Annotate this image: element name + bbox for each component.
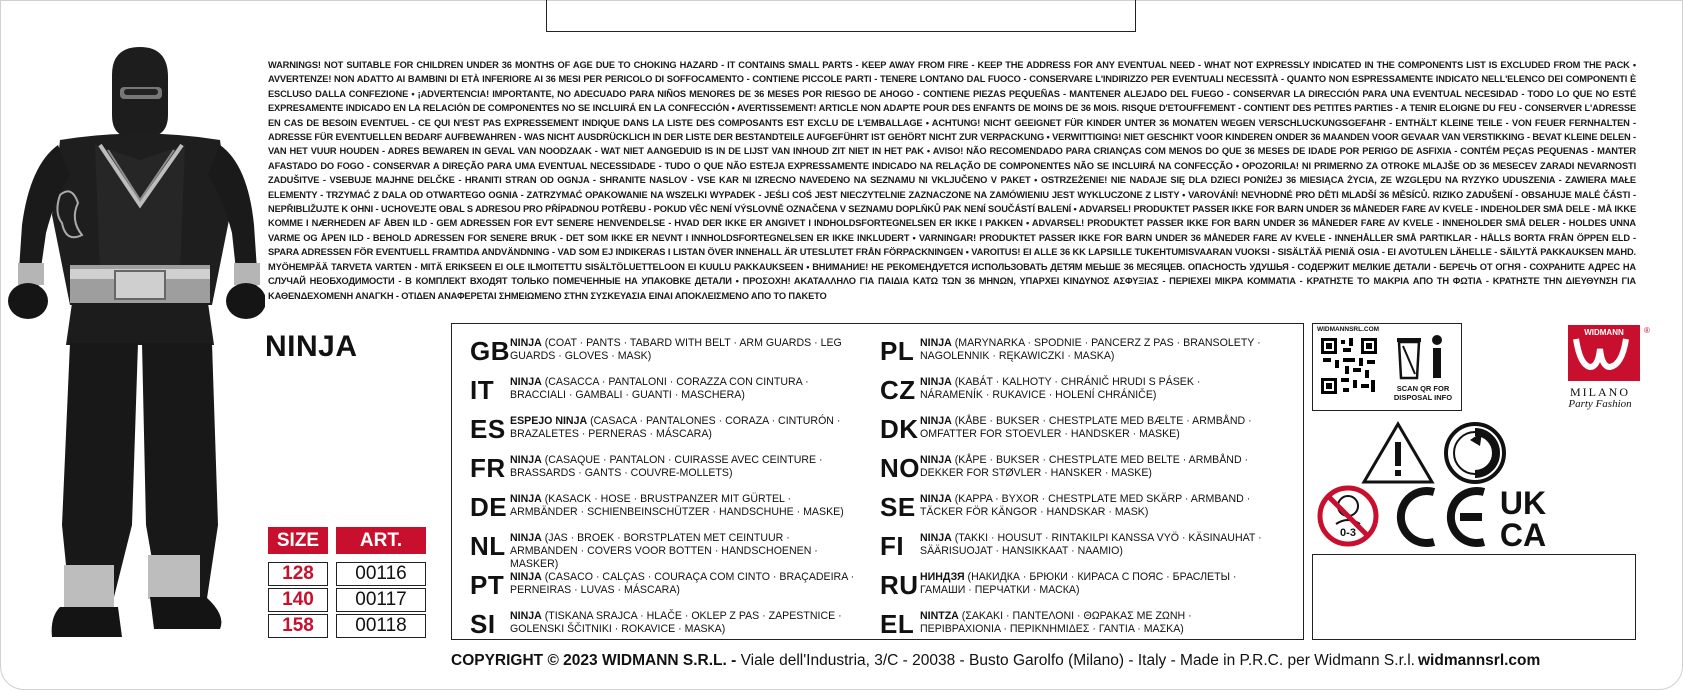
language-code: NL (470, 531, 506, 561)
copyright-line: COPYRIGHT © 2023 WIDMANN S.R.L. - Viale dell'Industria, 3/C - 20038 - Busto Garolfo (Milano) - Italy - Made in P.R.C. per Widmann S.r.l. (451, 652, 1415, 669)
blank-label-box (1312, 554, 1636, 640)
component-text: НИНДЗЯ (НАКИДКА · БРЮКИ · КИРАСА С ПОЯС · БРАСЛЕТЫ · ГАМАШИ · ПЕРЧАТКИ · МАСКА) (920, 571, 1237, 596)
language-code: EL (880, 609, 915, 639)
logo-brand-text: WIDMANN (1584, 328, 1624, 337)
component-text: NINJA (COAT · PANTS · TABARD WITH BELT · ARM GUARDS · LEG GUARDS · GLOVES · MASK) (510, 337, 842, 362)
size-header: SIZE (268, 527, 328, 554)
recycle-bin-info-icon (1391, 328, 1457, 384)
language-code: CZ (880, 375, 916, 405)
component-text: NINJA (CASACO · CALÇAS · COURAÇA COM CINTO · BRAÇADEIRA · PERNEIRAS · LUVAS · MÁSCARA) (510, 571, 855, 596)
language-code: FR (470, 453, 506, 483)
language-code: PT (470, 570, 505, 600)
language-code: FI (880, 531, 905, 561)
component-text: NINJA (TAKKI · HOUSUT · RINTAKILPI KANSSA VYÖ · KÄSINAUHAT · SÄÄRISUOJAT · HANSIKKAAT · NAAMIO) (920, 532, 1262, 557)
language-code: IT (470, 375, 495, 405)
art-cell: 00118 (336, 614, 426, 638)
language-code: DK (880, 414, 919, 444)
top-cutout-tab (546, 0, 1136, 32)
size-cell: 128 (268, 562, 328, 586)
website-link[interactable]: widmannsrl.com (1418, 652, 1541, 669)
qr-disposal-block (1312, 323, 1462, 411)
component-text: NINJA (CASACCA · PANTALONI · CORAZZA CON CINTURA · BRACCIALI · GAMBALI · GUANTI · MASCHERA) (510, 376, 809, 401)
size-cell: 158 (268, 614, 328, 638)
language-code: SI (470, 609, 496, 639)
logo-tagline: Party Fashion (1568, 398, 1632, 410)
art-cell: 00116 (336, 562, 426, 586)
component-text: ESPEJO NINJA (CASACA · PANTALONES · CORAZA · CINTURÓN · BRAZALETES · PERNERAS · MÁSCARA) (510, 415, 841, 440)
ukca-line1: UK (1499, 485, 1547, 521)
language-code: ES (470, 414, 506, 444)
component-text: NINJA (KASACK · HOSE · BRUSTPANZER MIT GÜRTEL · ARMBÄNDER · SCHIENBEINSCHÜTZER · HANDSCHUHE · MASKE) (510, 493, 844, 518)
component-text: NINTZA (ΣΑΚΑΚΙ · ΠΑΝΤΕΛΟΝΙ · ΘΩΡΑΚΑΣ ΜΕ ΖΩΝΗ · ΠΕΡΙΒΡΑΧΙΟΝΙΑ · ΠΕΡΙΚΝΗΜΙΔΕΣ · ΓΑΝΤΙΑ · ΜΑΣΚΑ) (920, 610, 1192, 635)
recycling-symbol-icon (1442, 420, 1508, 486)
qr-scan-label: SCAN QR FOR DISPOSAL INFO (1393, 384, 1453, 402)
component-text: NINJA (KÅPE · BUKSER · CHESTPLATE MED BELTE · ARMBÅND · DEKKER FOR STØVLER · HANSKER · MASKE) (920, 454, 1249, 479)
language-code: DE (470, 492, 508, 522)
age-0-3-warning-icon (1316, 484, 1380, 548)
component-text: NINJA (JAS · BROEK · BORSTPLATEN MET CEINTUUR · ARMBANDEN · COVERS VOOR BOTTEN · HANDSCHOENEN · MASKER) (510, 532, 818, 570)
age-label: 0-3 (1340, 527, 1356, 539)
qr-code-icon[interactable] (1319, 336, 1379, 396)
language-code: SE (880, 492, 916, 522)
component-text: NINJA (TISKANA SRAJCA · HLAČE · OKLEP Z PAS · ZAPESTNICE · GOLENSKI ŠČITNIKI · ROKAVICE · MASKA) (510, 610, 842, 635)
ce-mark-icon (1390, 484, 1490, 550)
language-code: NO (880, 453, 920, 483)
warning-triangle-icon (1360, 420, 1436, 486)
safety-warnings-text: WARNINGS! NOT SUITABLE FOR CHILDREN UNDER 36 MONTHS OF AGE DUE TO CHOKING HAZARD - IT CONTAINS SMALL PARTS - KEEP AWAY FROM FIRE - KEEP THE ADDRESS FOR ANY EVENTUAL NEED - WHAT NOT EXPRESSLY INDICATED IN THE COMPONENTS LIST IS EXCLUDED FROM THE PACK • AVVERTENZE! NON ADATTO AI BAMBINI DI ETÀ INFERIORE AI 36 MESI PER PERICOLO DI SOFFOCAMENTO - CONTIENE PICCOLE PARTI - TENERE LONTANO DAL FUOCO - CONSERVARE L'INDIRIZZO PER EVENTUALI NECESSITÀ - QUANTO NON ESPRESSAMENTE INDICATO NELL'ELENCO DEI COMPONENTI È ESCLUSO DALLA CONFEZIONE • ¡ADVERTENCIA! IMPORTANTE, NO ADECUADO PARA NIÑOS MENORES DE 36 MESES POR RIESGO DE AHOGO - CONTIENE PIEZAS PEQUEÑAS - MANTENER ALEJADO DEL FUEGO - CONSERVAR LA DIRECCIÓN PARA UNA EVENTUAL NECESIDAD - TODO LO QUE NO ESTÉ EXPRESAMENTE INDICADO EN LA RELACIÓN DE COMPONENTES NO SE INCLUIRÁ EN LA CONFECCIÓN • AVERTISSEMENT! ARTICLE NON ADAPTE POUR DES ENFANTS DE MOINS DE 36 MOIS. RISQUE D'ETOUFFEMENT - CONTIENT DES PETITES PARTIES - A TENIR ELOIGNE DU FEU - CONSERVER L'ADRESSE EN CAS DE BESOIN EVENTUEL - CE QUI N'EST PAS EXPRESSEMENT INDIQUE DANS LA LISTE DES COMPOSANTS EST EXCLU DE L'EMBALLAGE • ACHTUNG! NICHT GEEIGNET FÜR KINDER UNTER 36 MONATEN WEGEN VERSCHLUCKUNGSGEFAHR - ENTHÄLT KLEINE TEILE - VON FEUER FERNHALTEN - ADRESSE FÜR EVENTUELLEN BEDARF AUFBEWAHREN - WAS NICHT AUSDRÜCKLICH IN DER LISTE DER BESTANDTEILE AUFGEFÜHRT IST GEHÖRT NICHT ZUR VERPACKUNG • VERWITTIGING! NIET GESCHIKT VOOR KINDEREN ONDER 36 MAANDEN VOOR GEVAAR VAN VERSTIKKING - BEVAT KLEINE DELEN - VAN HET VUUR HOUDEN - ADRES BEWAREN IN GEVAL VAN NOODZAAK - WAT NIET AANGEDUID IS IN DE LIJST VAN INHOUD ZIT NIET IN HET PAK • AVISO! NÃO RECOMENDADO PARA CRIANÇAS COM MENOS DO QUE 36 MESES DE IDADE POR PERIGO DE ASFIXIA - CONTÉM PEÇAS PEQUENAS - MANTER AFASTADO DO FOGO - CONSERVAR A DIREÇÃO PARA UMA EVENTUAL NECESSIDADE - TUDO O QUE NÃO ESTEJA EXPRESSAMENTE INDICADO NA RELAÇÃO DE COMPONENTES NÃO SE INCLUIRÁ NA CONFECÇÃO • OPOZORILA! NI PRIMERNO ZA OTROKE MLAJŠE OD 36 MESECEV ZARADI NEVARNOSTI ZADUŠITVE - VSEBUJE MAJHNE DELČKE - HRANITI STRAN OD OGNJA - SHRANITE NASLOV - VSE KAR NI IZRECNO NAVEDENO NA SEZNAMU NI VKLJUČENO V PAKET • OSTRZEŻENIE! NIE NADAJE SIĘ DLA DZIECI PONIŻEJ 36 MIESIĄCA ŻYCIA, ZE WZGLĘDU NA RYZYKO UDUSZENIA - ZAWIERA MAŁE ELEMENTY - TRZYMAĆ Z DALA OD OTWARTEGO OGNIA - ZATRZYMAĆ OPAKOWANIE NA WSZELKI WYPADEK - JEŚLI COŚ JEST NIECZYTELNIE ZAZNACZONE NA ZAMÓWIENIU JEST WYKLUCZONE Z LISTY • VAROVÁNÍ! NEVHODNÉ PRO DĚTI MLADŠÍ 36 MĚSÍCŮ. RIZIKO ZADUŠENÍ - OBSAHUJE MALÉ ČÁSTI - NEPŘIBLIŽUJTE K OHNI - UCHOVEJTE OBAL S ADRESOU PRO PŘÍPADNOU POTŘEBU - POKUD VĚC NENÍ VÝSLOVNĚ OZNAČENA V SEZNAMU DOPLŇKŮ PAK NENÍ SOUČÁSTÍ BALENÍ • ADVARSEL! PRODUKTET PASSER IKKE FOR BARN UNDER 36 MÅNEDER FARE AV KVELE - INDEHOLDER SMÅ DELE - MÅ IKKE KOMME I NÆRHEDEN AF ÅBEN ILD - GEM ADRESSEN FOR EVT SENERE HENVENDELSE - HVAD DER IKKE ER ANGIVET I INDHOLDSFORTEGNELSEN ER IKKE I PAKKEN • ADVARSEL! PRODUKTET PASSER IKKE FOR BARN UNDER 36 MÅNEDER FARE AV KVELE - INNEHOLDER SMÅ DELER - HOLDES UNNA VARME OG ÅPEN ILD - BEHOLD ADRESSEN FOR SENERE BRUK - DET SOM IKKE ER NEVNT I INNHOLDSFORTEGNELSEN ER IKKE INKLUDERT • VARNINGAR! PRODUKTET PASSER IKKE FOR BARN UNDER 36 MÅNEDER FARE AV KVELE - INNEHÅLLER SMÅ PARTIKLAR - HÅLLS BORTA FRÅN ÖPPEN ELD - SPARA ADRESSEN FÖR EVENTUELL FRAMTIDA ANDVÄNDNING - VAD SOM EJ INDIKERAS I LISTAN ÖVER INNEHALL ÄR UTESLUTET FRÅN FÖRPACKNINGEN • VAROITUS! EI ALLE 36 KK LAPSILLE TUKEHTUMISVAARAN VUOKSI - SISÄLTÄÄ PIENIÄ OSIA - EI AVOTULEN LÄHELLE - SÄILYTÄ PAKKAUKSEN MAHD. MYÖHEMPÄÄ TARVETA VARTEN - MITÄ ERIKSEEN EI OLE ILMOITETTU SISÄLTÖLUETTELOON EI KUULU PAKKAUKSEEN • ВНИМАНИЕ! НЕ РЕКОМЕНДУЕТСЯ ИСПОЛЬЗОВАТЬ ДЕТЯМ МЕЬШЕ 36 МЕСЯЦЕВ. ОПАСНОСТЬ УДУШЬЯ - СОДЕРЖИТ МЕЛКИЕ ДЕТАЛИ - БЕРЕЧЬ ОТ ОГНЯ - СОХРАНИТЕ АДРЕС НА СЛУЧАЙ НЕОБХОДИМОСТИ - В КОМПЛЕКТ ВХОДЯТ ТОЛЬКО ПОМЕЧЕННЫЕ НА УПАКОВКЕ ДЕТАЛИ • ΠΡΟΣΟΧΗ! ΑΚΑΤΑΛΛΗΛΟ ΓΙΑ ΠΑΙΔΙΑ ΚΑΤΩ ΤΩΝ 36 ΜΗΝΩΝ, ΥΠΑΡΧΕΙ ΚΙΝΔΥΝΟΣ ΑΣΦΥΞΙΑΣ - ΠΕΡΙΕΧΕΙ ΜΙΚΡΑ ΚΟΜΜΑΤΙΑ - ΚΡΑΤΗΣΤΕ ΤΟ ΜΑΚΡΙΑ ΑΠΟ ΤΗ ΦΩΤΙΑ - ΚΡΑΤΗΣΤΕ ΤΗΝ ΔΙΕΥΘΥΝΣΗ ΓΙΑ ΚΑΘΕΝΔΕΧΟΜΕΝΗ ΑΝΑΓΚΗ - ΟΤΙΔΕΝ ΑΝΑΦΕΡΕΤΑΙ ΣΗΜΕΙΩΜΕΝΟ ΣΤΗΝ ΣΥΣΚΕΥΑΣΙΑ ΕΙΝΑΙ ΑΠΟΚΛΕΙΣΜΕΝΟ ΑΠΟ ΤΟ ΠΑΚΕΤΟ (268, 60, 1636, 301)
component-text: NINJA (MARYNARKA · SPODNIE · PANCERZ Z PAS · BRANSOLETY · NAGOLENNIK · RĘKAWICZKI · MASKA) (920, 337, 1261, 362)
logo-registered-mark: ® (1644, 326, 1650, 335)
component-text: NINJA (KABÁT · KALHOTY · CHRÁNIČ HRUDI S PÁSEK · NÁRAMENÍK · RUKAVICE · HOLENÍ CHRÁNIČE) (920, 376, 1201, 401)
ukca-mark-icon (1490, 484, 1556, 550)
art-cell: 00117 (336, 588, 426, 612)
component-text: NINJA (CASAQUE · PANTALON · CUIRASSE AVEC CEINTURE · BRASSARDS · GANTS · COUVRE-MOLLETS) (510, 454, 823, 479)
product-title: NINJA (265, 330, 358, 363)
qr-site-label: WIDMANNSRL.COM (1316, 326, 1380, 333)
size-cell: 140 (268, 588, 328, 612)
language-code: GB (470, 336, 510, 366)
component-text: NINJA (KÅBE · BUKSER · CHESTPLATE MED BÆLTE · ARMBÅND · OMFATTER FOR STOEVLER · HANDSKER · MASKE) (920, 415, 1252, 440)
components-list-box (451, 323, 1304, 640)
language-code: RU (880, 570, 919, 600)
logo-city: MILANO (1570, 385, 1630, 399)
ninja-costume-figure (0, 45, 265, 645)
ukca-line2: CA (1499, 517, 1547, 550)
component-text: NINJA (KAPPA · BYXOR · CHESTPLATE MED SKÄRP · ARMBAND · TÄCKER FÖR KÄNGOR · HANDSKAR · MASK) (920, 493, 1251, 518)
language-code: PL (880, 336, 915, 366)
art-header: ART. (336, 527, 426, 554)
